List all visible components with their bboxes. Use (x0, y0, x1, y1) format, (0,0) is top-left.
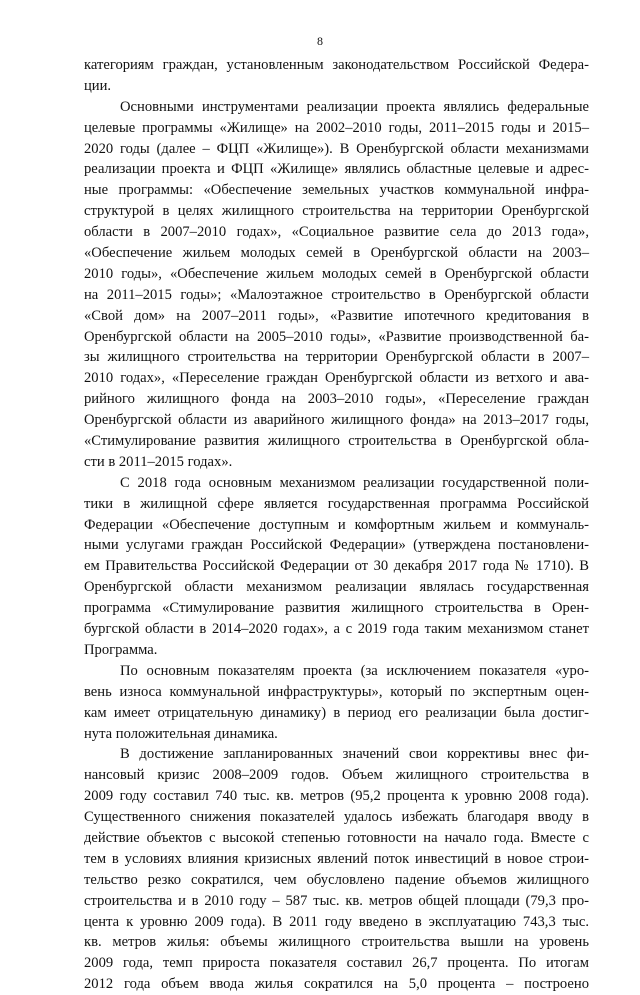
text-line: действие объектов с высокой степенью готовности на начало года. Вместе с (84, 829, 589, 846)
text-line: 2010 годы», «Обеспечение жильем молодых семей в Оренбургской области (84, 265, 589, 282)
text-line: рийного жилищного фонда на 2003–2010 годы», «Переселение граждан (84, 391, 589, 408)
text-line: В достижение запланированных значений свои коррективы внес фи- (120, 746, 589, 763)
text-line: 2009 года, темп прироста показателя составил 26,7 процента. По итогам (84, 955, 589, 972)
text-line: «Стимулирование развития жилищного строительства в Оренбургской обла- (84, 433, 589, 450)
text-line: нута положительная динамика. (84, 725, 278, 742)
page-number: 8 (317, 34, 323, 48)
document-body (84, 55, 589, 995)
text-line: Оренбургской области на 2005–2010 годы», «Развитие производственной ба- (84, 328, 589, 345)
text-line: вень износа коммунальной инфраструктуры», который по экспертным оцен- (84, 683, 589, 700)
text-line: ции. (84, 77, 112, 94)
text-line: Оренбургской области механизмом реализации являлась государственная (84, 579, 589, 596)
text-line: Существенного снижения показателей удалось избежать благодаря вводу в (84, 809, 589, 826)
text-line: тельство резко сократился, чем обусловлено падение объемов жилищного (84, 871, 589, 888)
text-line: целевые программы «Жилище» на 2002–2010 годы, 2011–2015 годы и 2015– (84, 119, 589, 136)
text-line: категориям граждан, установленным законодательством Российской Федера- (84, 57, 589, 73)
text-line: ными услугами граждан Российской Федерации» (утверждена постановлени- (84, 537, 589, 554)
text-line: бургской области в 2014–2020 годах», а с 2019 года таким механизмом станет (84, 621, 589, 638)
paragraph (84, 661, 589, 745)
paragraph (84, 473, 589, 661)
text-line: области в 2007–2010 годах», «Социальное развитие села до 2013 года», (84, 224, 589, 241)
text-line: ные программы: «Обеспечение земельных участков коммунальной инфра- (84, 182, 589, 199)
text-line: строительства и в 2010 году – 587 тыс. кв. метров общей площади (79,3 про- (84, 892, 589, 909)
paragraph (84, 97, 589, 473)
text-line: 2020 годы (далее – ФЦП «Жилище»). В Оренбургской области механизмами (84, 140, 589, 157)
text-line: зы жилищного строительства на территории Оренбургской области в 2007– (84, 349, 589, 366)
text-line: Программа. (84, 641, 158, 658)
text-line: кв. метров жилья: объемы жилищного строительства вышли на уровень (84, 934, 589, 951)
text-line: 2010 годах», «Переселение граждан Оренбургской области из ветхого и ава- (84, 370, 589, 387)
text-line: 2012 года объем ввода жилья сократился на 5,0 процента – построено (84, 976, 589, 993)
text-line: 2009 году составил 740 тыс. кв. метров (95,2 процента к уровню 2008 года). (84, 788, 589, 805)
text-line: С 2018 года основным механизмом реализации государственной поли- (120, 474, 589, 491)
text-line: сти в 2011–2015 годах». (84, 453, 233, 470)
text-line: структурой в целях жилищного строительства на территории Оренбургской (84, 203, 589, 220)
text-line: реализации проекта и ФЦП «Жилище» являлись областные целевые и адрес- (84, 161, 589, 178)
text-line: тем в условиях влияния кризисных явлений поток инвестиций в новое строи- (84, 850, 589, 867)
text-line: «Обеспечение жильем молодых семей в Оренбургской области на 2003– (84, 245, 589, 262)
text-line: кам имеет отрицательную динамику) в период его реализации была достиг- (84, 704, 589, 721)
text-line: По основным показателям проекта (за исключением показателя «уро- (120, 662, 589, 679)
text-line: Федерации «Обеспечение доступным и комфортным жильем и коммуналь- (84, 516, 589, 533)
paragraph (84, 55, 589, 97)
text-line: Основными инструментами реализации проекта являлись федеральные (120, 98, 589, 115)
text-line: ем Правительства Российской Федерации от 30 декабря 2017 года № 1710). В (84, 558, 589, 575)
text-line: тики в жилищной сфере является государственная программа Российской (84, 495, 589, 512)
text-line: программа «Стимулирование развития жилищного строительства в Орен- (84, 600, 589, 617)
text-line: цента к уровню 2009 года). В 2011 году введено в эксплуатацию 743,3 тыс. (84, 913, 589, 930)
text-line: Оренбургской области из аварийного жилищного фонда» на 2013–2017 годы, (84, 412, 589, 429)
text-line: «Свой дом» на 2007–2011 годы», «Развитие ипотечного кредитования в (84, 307, 589, 324)
paragraph (84, 744, 589, 995)
text-line: на 2011–2015 годы»; «Малоэтажное строительство в Оренбургской области (84, 286, 589, 303)
text-line: нансовый кризис 2008–2009 годов. Объем жилищного строительства в (84, 767, 589, 784)
